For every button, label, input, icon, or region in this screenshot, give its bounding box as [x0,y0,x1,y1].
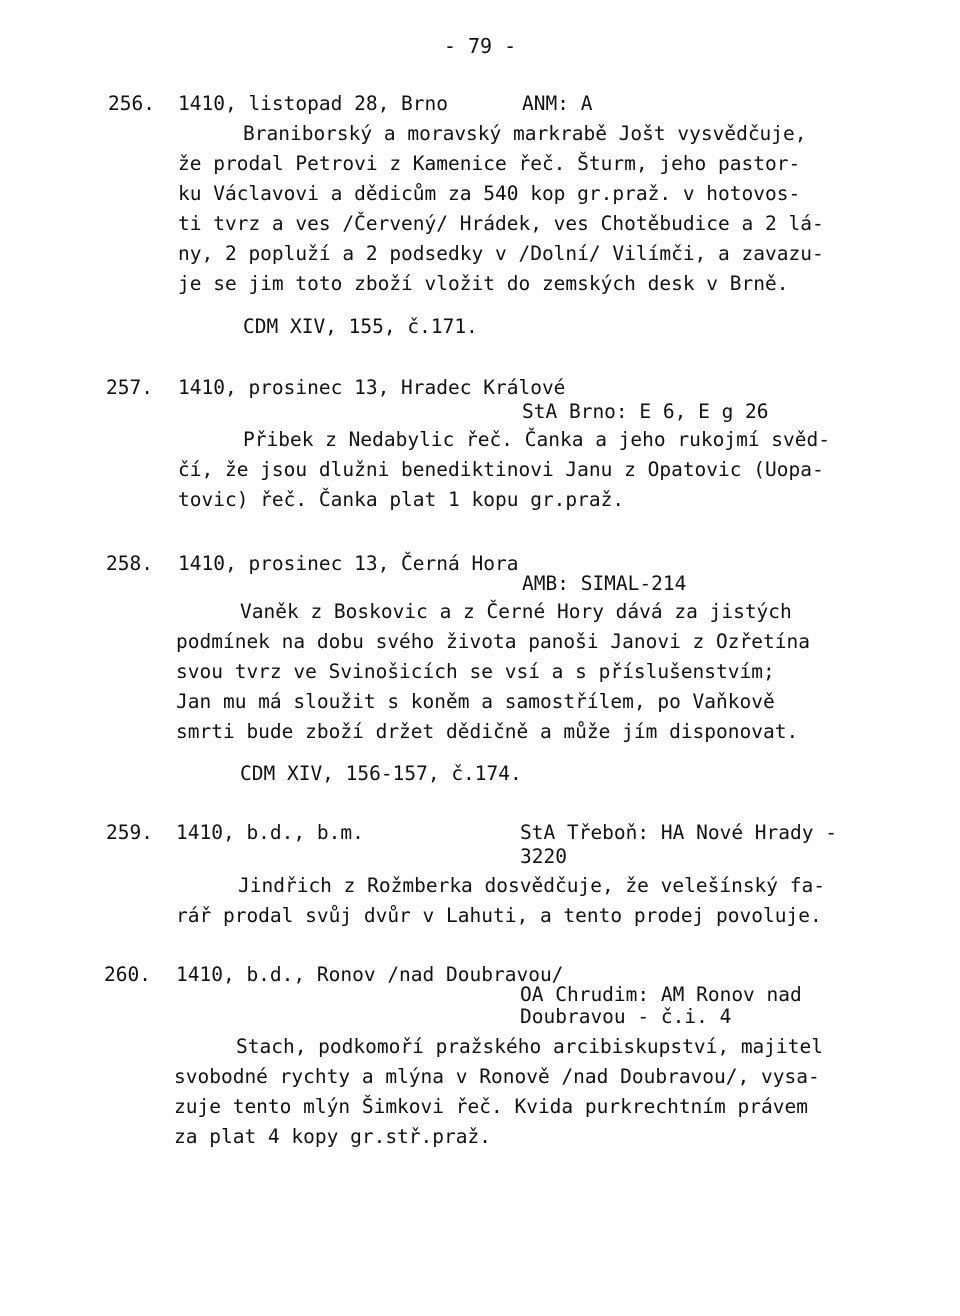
entry-source: StA Třeboň: HA Nové Hrady - [520,821,837,844]
page-number: - 79 - [443,34,517,58]
entry-heading: 1410, listopad 28, Brno [178,92,449,115]
entry-source: ANM: A [522,92,593,115]
entry-text-line: Stach, podkomoří pražského arcibiskupství, majitel [236,1035,823,1058]
entry-text-line: čí, že jsou dlužni benediktinovi Janu z Opatovic (Uopa- [178,458,824,481]
entry-text-line: podmínek na dobu svého života panoši Janovi z Ozřetína [176,630,810,653]
entry-citation: CDM XIV, 155, č.171. [243,315,478,338]
entry-text-line: za plat 4 kopy gr.stř.praž. [174,1125,491,1148]
entry-text-line: Jindřich z Rožmberka dosvědčuje, že velešínský fa- [238,874,825,897]
entry-text-line: Jan mu má sloužit s koněm a samostřílem, po Vaňkově [176,690,775,713]
entry-number: 257. [106,376,153,399]
entry-source: OA Chrudim: AM Ronov nad [520,983,802,1006]
entry-text-line: svobodné rychty a mlýna v Ronově /nad Doubravou/, vysa- [174,1065,820,1088]
entry-heading: 1410, b.d., Ronov /nad Doubravou/ [176,963,564,986]
entry-citation: CDM XIV, 156-157, č.174. [240,762,522,785]
entry-number: 260. [104,963,151,986]
entry-source: StA Brno: E 6, E g 26 [522,400,769,423]
entry-text-line: rář prodal svůj dvůr v Lahuti, a tento prodej povoluje. [176,904,822,927]
entry-text-line: zuje tento mlýn Šimkovi řeč. Kvida purkrechtním právem [174,1095,808,1118]
entry-heading: 1410, prosinec 13, Černá Hora [178,552,519,575]
entry-heading: 1410, b.d., b.m. [176,821,364,844]
entry-number: 256. [108,92,155,115]
entry-source-continued: 3220 [520,845,567,868]
entry-text-line: že prodal Petrovi z Kamenice řeč. Šturm, jeho pastor- [178,152,801,175]
entry-text-line: Přibek z Nedabylic řeč. Čanka a jeho rukojmí svěd- [243,428,830,451]
entry-text-line: smrti bude zboží držet dědičně a může jím disponovat. [176,720,799,743]
entry-text-line: ny, 2 popluží a 2 podsedky v /Dolní/ Vilímči, a zavazu- [178,242,824,265]
entry-text-line: je se jim toto zboží vložit do zemských desk v Brně. [178,272,789,295]
entry-heading: 1410, prosinec 13, Hradec Králové [178,376,566,399]
entry-source: AMB: SIMAL-214 [522,572,687,595]
entry-number: 259. [106,821,153,844]
entry-text-line: Vaněk z Boskovic a z Černé Hory dává za jistých [240,600,792,623]
entry-text-line: tovic) řeč. Čanka plat 1 kopu gr.praž. [178,488,625,511]
entry-text-line: ti tvrz a ves /Červený/ Hrádek, ves Chotěbudice a 2 lá- [178,212,824,235]
entry-text-line: Braniborský a moravský markrabě Jošt vysvědčuje, [243,122,807,145]
entry-text-line: ku Václavovi a dědicům za 540 kop gr.praž. v hotovos- [178,182,801,205]
entry-source-continued: Doubravou - č.i. 4 [520,1005,732,1028]
entry-text-line: svou tvrz ve Svinošicích se vsí a s příslušenstvím; [176,660,775,683]
entry-number: 258. [106,552,153,575]
